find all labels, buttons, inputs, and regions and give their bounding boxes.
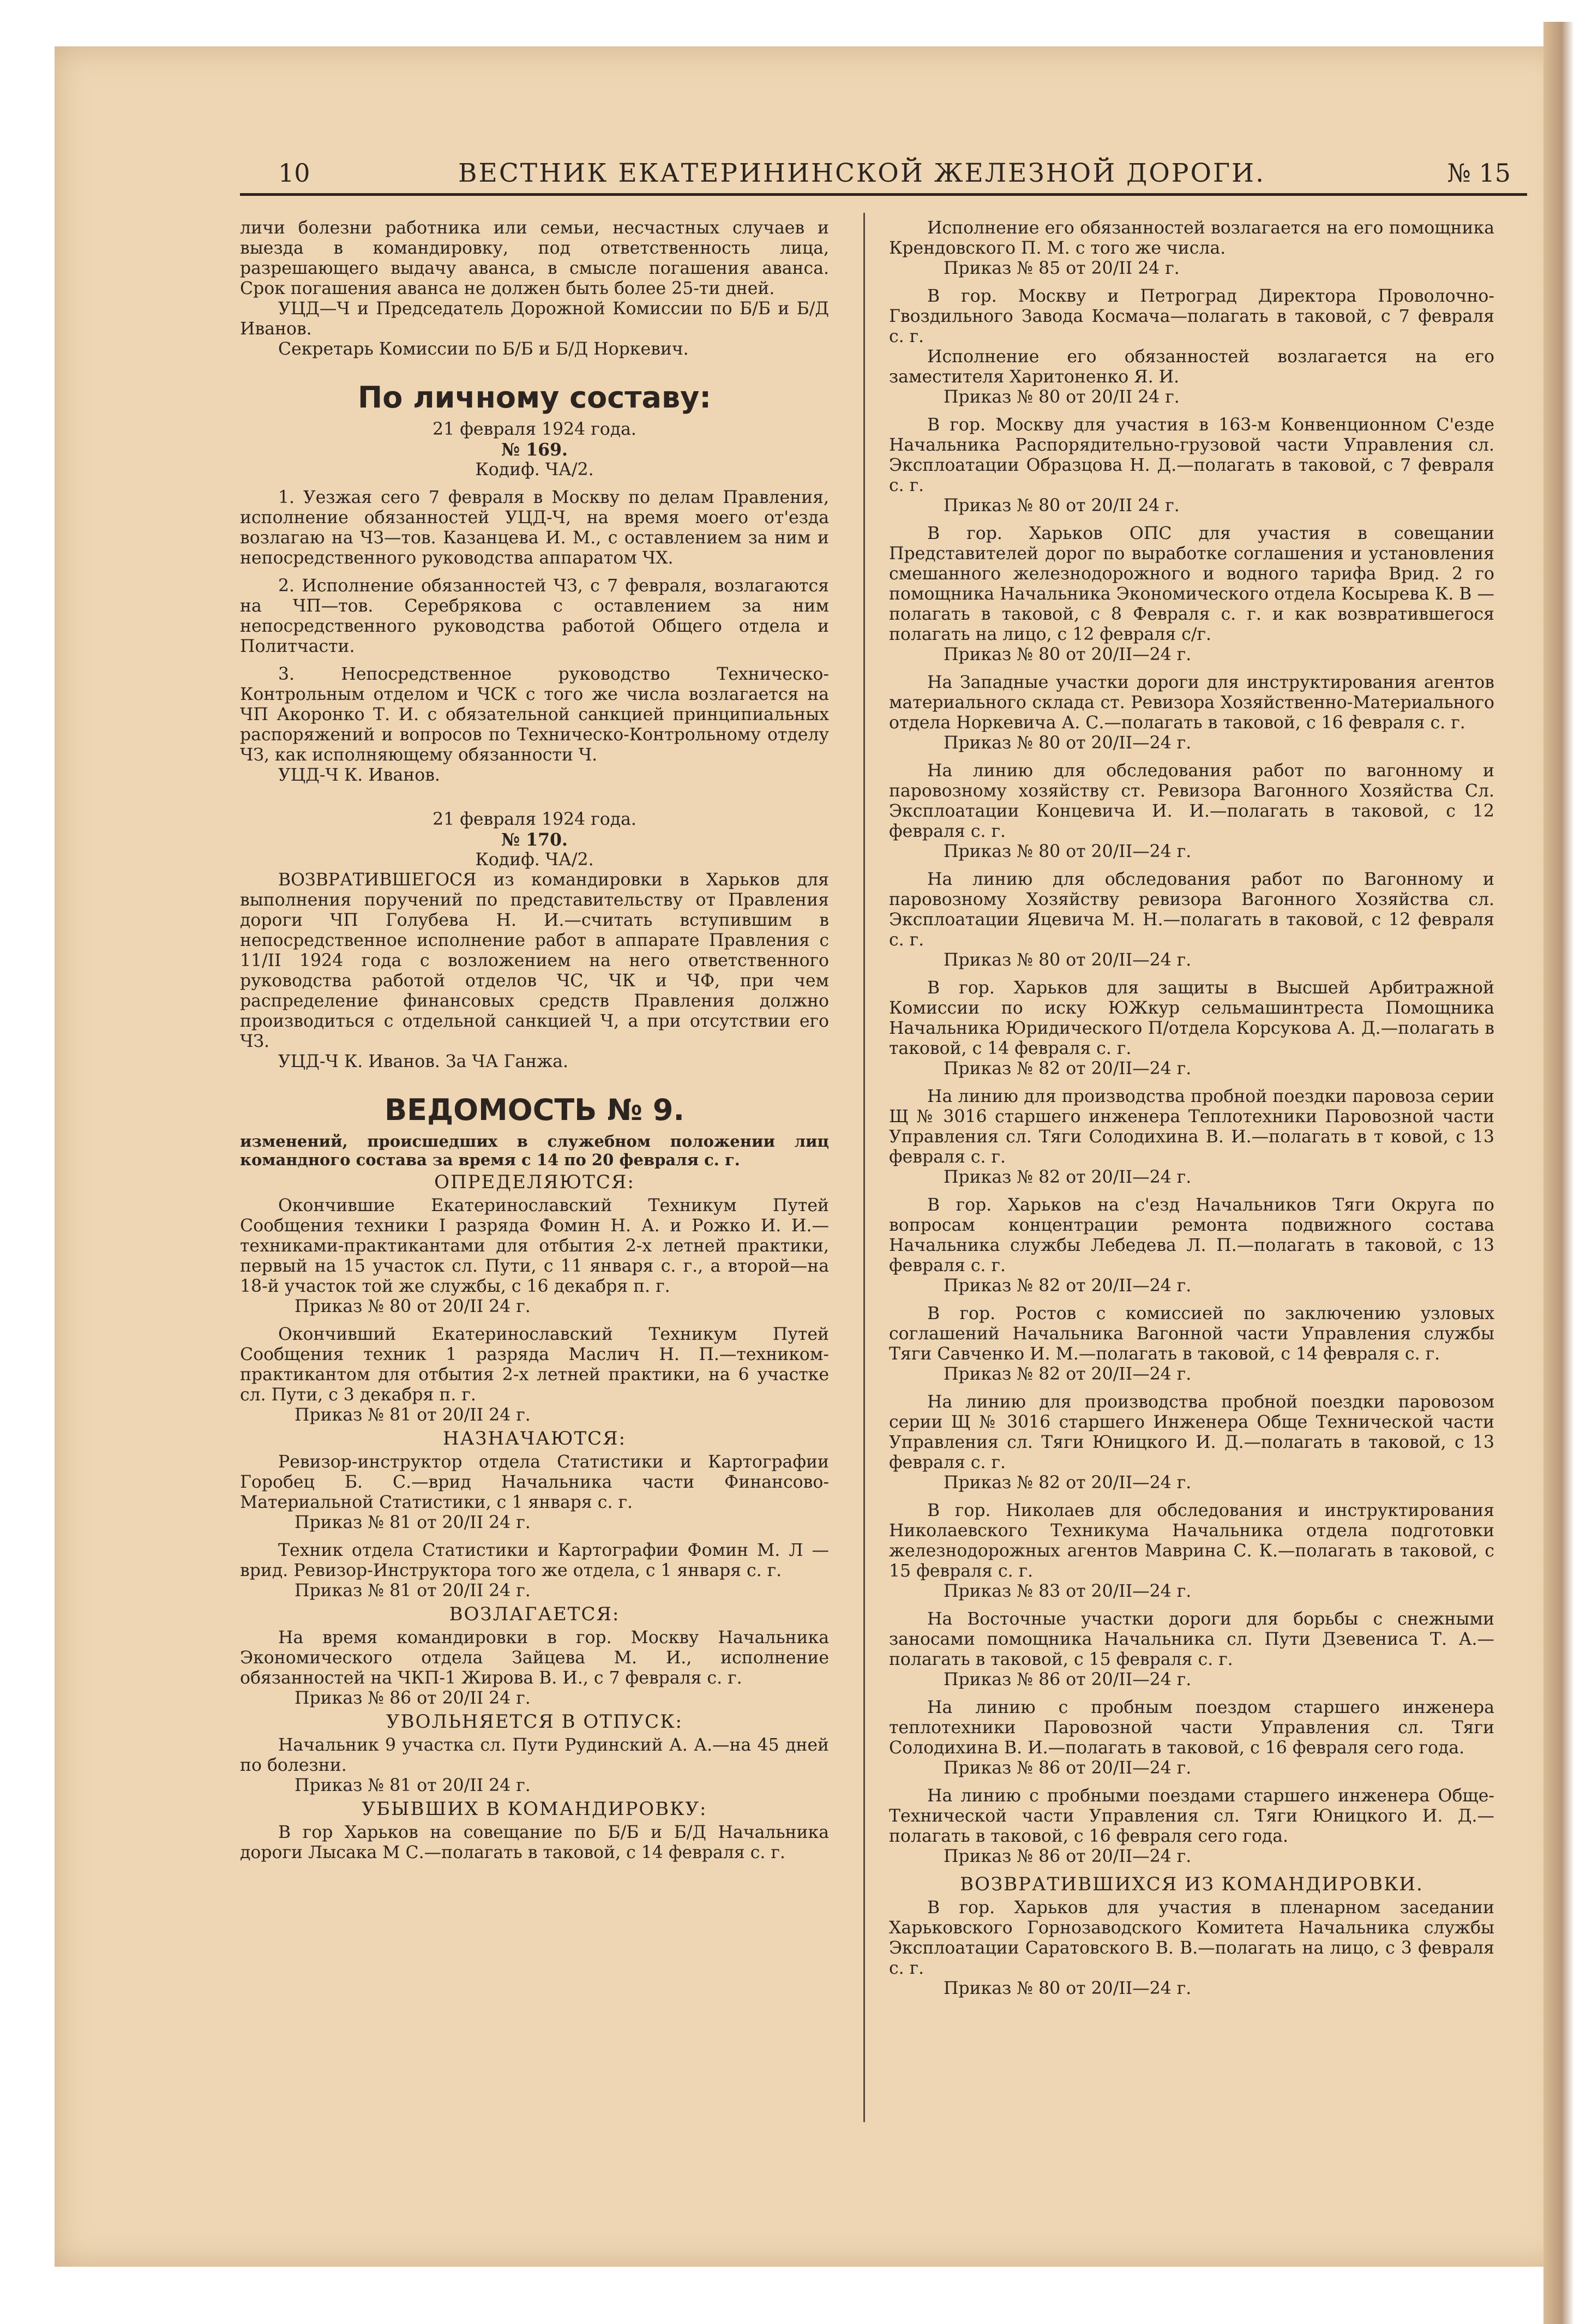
order-reference: Приказ № 81 от 20/II 24 г. [295,1405,531,1425]
section-depart: УБЫВШИХ В КОМАНДИРОВКУ: [362,1798,707,1820]
order-reference: Приказ № 80 от 20/II 24 г. [944,496,1180,516]
order-reference: Приказ № 82 от 20/II—24 г. [944,1364,1192,1384]
order-reference: Приказ № 82 от 20/II—24 г. [944,1276,1192,1296]
list-item: Исполнение его обязанностей возлагается на его заместителя Харитоненко Я. И. [889,347,1494,387]
order-170-signature: УЦД-Ч К. Иванов. За ЧА Ганжа. [278,1052,568,1071]
order-169-date: 21 февраля 1924 года. [432,420,636,439]
order-170-number: № 170. [501,830,568,850]
order-169-signature: УЦД-Ч К. Иванов. [278,765,440,785]
list-item: Техник отдела Статистики и Картографии Фомин М. Л — врид. Ревизор-Инструктора того же отдела, с 1 января с. г. [240,1541,829,1580]
order-reference: Приказ № 86 от 20/II—24 г. [944,1670,1192,1690]
list-item: На линию для обследования работ по вагонному и паровозному хозяйству ст. Ревизора Вагонного Хозяйства Сл. Эксплоатации Концевича И. И.—полагать в таковой, с 12 февраля с. г. [889,761,1494,841]
order-reference: Приказ № 82 от 20/II—24 г. [944,1167,1192,1187]
order-reference: Приказ № 86 от 20/II—24 г. [944,1758,1192,1778]
order-reference: Приказ № 83 от 20/II—24 г. [944,1582,1192,1601]
list-item: В гор Харьков на совещание по Б/Б и Б/Д Начальника дороги Лысака М С.—полагать в таковой, с 14 февраля с. г. [240,1823,829,1862]
list-item: На линию с пробным поездом старшего инженера теплотехники Паровозной части Управления сл. Тяги Солодихина В. И.—полагать в таковой, с 16 февраля сего года. [889,1698,1494,1758]
order-reference: Приказ № 82 от 20/II—24 г. [944,1473,1192,1493]
list-item: Ревизор-инструктор отдела Статистики и Картографии Горобец Б. С.—врид Начальника части Финансово-Материальной Статистики, с 1 января с. г. [240,1452,829,1512]
section-define: ОПРЕДЕЛЯЮТСЯ: [434,1171,635,1193]
order-reference: Приказ № 85 от 20/II 24 г. [944,259,1180,278]
left-column [240,218,829,1863]
section-leave: УВОЛЬНЯЕТСЯ В ОТПУСК: [386,1711,683,1733]
order-reference: Приказ № 80 от 20/II 24 г. [295,1297,531,1316]
list-item: В гор. Москву и Петроград Директора Проволочно-Гвоздильного Завода Космача—полагать в таковой, с 7 февраля с. г. [889,286,1494,346]
order-reference: Приказ № 80 от 20/II—24 г. [944,645,1192,664]
list-item: В гор. Москву для участия в 163-м Конвенционном С'езде Начальника Распорядительно-грузовой части Управления сл. Эксплоатации Образцова Н. Д.—полагать в таковой, с 7 февраля с. г. [889,415,1494,495]
statement-subheading: изменений, происшедших в служебном положении лиц командного состава за время с 14 по 20 февраля с. г. [240,1132,829,1169]
list-item: Начальник 9 участка сл. Пути Рудинский А. А.—на 45 дней по болезни. [240,1735,829,1775]
list-item: На Западные участки дороги для инструктирования агентов материального склада ст. Ревизора Хозяйственно-Материального отдела Норкевича А. С.—полагать в таковой, с 16 февраля с. г. [889,673,1494,733]
right-column [889,218,1494,1999]
page-edge [1543,22,1574,2324]
intro-paragraph: личи болезни работника или семьи, несчастных случаев и выезда в командировку, под ответственность лица, разрешающего выдачу аванса, в смысле погашения аванса. Срок погашения аванса не должен быть более 25-ти дней. [240,218,829,298]
order-170-code: Кодиф. ЧА/2. [475,850,594,870]
order-reference: Приказ № 81 от 20/II 24 г. [295,1581,531,1601]
order-reference: Приказ № 82 от 20/II—24 г. [944,1059,1192,1079]
list-item: Окончивший Екатеринославский Техникум Путей Сообщения техник 1 разряда Маслич Н. П.—техником-практикантом для отбытия 2-х летней практики, на 6 участке сл. Пути, с 3 декабря п. г. [240,1325,829,1405]
order-reference: Приказ № 80 от 20/II—24 г. [944,733,1192,753]
list-item: На линию для производства пробной поездки паровоза серии Щ № 3016 старшего инженера Теплотехники Паровозной части Управления сл. Тяги Солодихина В. И.—полагать в т ковой, с 13 февраля с. г. [889,1087,1494,1167]
list-item: Окончившие Екатеринославский Техникум Путей Сообщения техники I разряда Фомин Н. А. и Рожко И. И.—техниками-практикантами для отбытия 2-х летней практики, первый на 15 участок сл. Пути, с 11 января с. г., а второй—на 18-й участок той же службы, с 16 декабря п. г. [240,1196,829,1296]
order-169-paragraph-2: 2. Исполнение обязанностей ЧЗ, с 7 февраля, возлагаются на ЧП—тов. Серебрякова с оставлением за ним непосредственного руководства работой Общего отдела и Политчасти. [240,576,829,656]
publication-title: ВЕСТНИК ЕКАТЕРИНИНСКОЙ ЖЕЛЕЗНОЙ ДОРОГИ. [458,158,1266,188]
order-reference: Приказ № 86 от 20/II—24 г. [944,1847,1192,1866]
order-170-date: 21 февраля 1924 года. [432,810,636,829]
page-header [240,158,1527,196]
personnel-heading: По личному составу: [358,380,711,415]
order-169-paragraph-1: 1. Уезжая сего 7 февраля в Москву по делам Правления, исполнение обязанностей УЦД-Ч, на время моего от'езда возлагаю на ЧЗ—тов. Казанцева И. М., с оставлением за ним и непосредственного руководства аппаратом ЧХ. [240,488,829,568]
intro-secretary: Секретарь Комиссии по Б/Б и Б/Д Норкевич. [278,339,689,359]
order-169-code: Кодиф. ЧА/2. [475,460,594,480]
list-item: В гор. Харьков для защиты в Высшей Арбитражной Комиссии по иску ЮЖкур сельмашинтреста Помощника Начальника Юридического П/отдела Корсукова А. Д.—полагать в таковой, с 14 февраля с. г. [889,978,1494,1058]
order-reference: Приказ № 80 от 20/II—24 г. [944,1979,1192,1998]
order-169-number: № 169. [501,440,568,460]
page-number: 10 [278,158,310,188]
list-item: На линию для обследования работ по Вагонному и паровозному Хозяйству ревизора Вагонного Хозяйства сл. Эксплоатации Яцевича М. Н.—полагать в таковой, с 12 февраля с. г. [889,870,1494,950]
list-item: В гор. Ростов с комиссией по заключению узловых соглашений Начальника Вагонной части Управления службы Тяги Савченко И. М.—полагать в таковой, с 14 февраля с. г. [889,1304,1494,1364]
column-divider [863,213,865,2122]
list-item: На время командировки в гор. Москву Начальника Экономического отдела Зайцева М. И., исполнение обязанностей на ЧКП-1 Жирова В. И., с 7 февраля с. г. [240,1628,829,1688]
list-item: В гор. Харьков ОПС для участия в совещании Представителей дорог по выработке соглашения и установления смешанного железнодорожного и водного тарифа Врид. 2 го помощника Начальника Экономического отдела Косырева К. В —полагать в таковой, с 8 Февраля с. г. и как возвратившегося полагать на лицо, с 12 февраля с/г. [889,524,1494,644]
list-item: Исполнение его обязанностей возлагается на его помощника Крендовского П. М. с того же числа. [889,218,1494,258]
statement-heading: ВЕДОМОСТЬ № 9. [385,1093,684,1127]
list-item: В гор. Харьков на с'езд Начальников Тяги Округа по вопросам концентрации ремонта подвижного состава Начальника службы Лебедева Л. П.—полагать в таковой, с 13 февраля с. г. [889,1195,1494,1275]
list-item: В гор. Харьков для участия в пленарном заседании Харьковского Горнозаводского Комитета Начальника службы Эксплоатации Саратовского В. В.—полагать на лицо, с 3 февраля с. г. [889,1898,1494,1978]
list-item: На линию с пробными поездами старшего инженера Обще-Технической части Управления сл. Тяги Юницкого И. Д.—полагать в таковой, с 16 февраля сего года. [889,1786,1494,1846]
list-item: В гор. Николаев для обследования и инструктирования Николаевского Техникума Начальника отдела подготовки железнодорожных агентов Маврина С. К.—полагать в таковой, с 15 февраля с. г. [889,1501,1494,1581]
list-item: На линию для производства пробной поездки паровозом серии Щ № 3016 старшего Инженера Обще Технической части Управления сл. Тяги Юницкого И. Д.—полагать в таковой, с 13 февраля с. г. [889,1392,1494,1472]
intro-signature: УЦД—Ч и Председатель Дорожной Комиссии по Б/Б и Б/Д Иванов. [240,299,829,339]
order-reference: Приказ № 81 от 20/II 24 г. [295,1513,531,1532]
order-reference: Приказ № 86 от 20/II 24 г. [295,1688,531,1708]
order-169-paragraph-3: 3. Непосредственное руководство Техническо-Контрольным отделом и ЧСК с того же числа возлагается на ЧП Акоронко Т. И. с обязательной санкцией принципиальных распоряжений и вопросов по Техническо-Контрольному отделу ЧЗ, как исполняющему обязанности Ч. [240,664,829,765]
section-returned: ВОЗВРАТИВШИХСЯ ИЗ КОМАНДИРОВКИ. [960,1873,1423,1895]
order-reference: Приказ № 80 от 20/II—24 г. [944,842,1192,861]
order-reference: Приказ № 81 от 20/II 24 г. [295,1776,531,1795]
order-reference: Приказ № 80 от 20/II—24 г. [944,950,1192,970]
order-170-text: ВОЗВРАТИВШЕГОСЯ из командировки в Харьков для выполнения поручений по представительству от Правления дороги ЧП Голубева Н. И.—считать вступившим в непосредственное исполнение работ в аппарате Правления с 11/II 1924 года с возложением на него ответственного руководства работой отделов ЧС, ЧК и ЧФ, при чем распределение финансовых средств Правления должно производиться с отдельной санкцией Ч, а при отсутствии его ЧЗ. [240,870,829,1051]
order-reference: Приказ № 80 от 20/II 24 г. [944,387,1180,407]
newspaper-page [240,158,1527,2095]
list-item: На Восточные участки дороги для борьбы с снежными заносами помощника Начальника сл. Пути Дзевениса Т. А.—полагать в таковой, с 15 февраля с. г. [889,1609,1494,1669]
section-assign: ВОЗЛАГАЕТСЯ: [449,1603,620,1625]
section-appoint: НАЗНАЧАЮТСЯ: [442,1428,627,1449]
issue-number: № 15 [1447,158,1511,188]
